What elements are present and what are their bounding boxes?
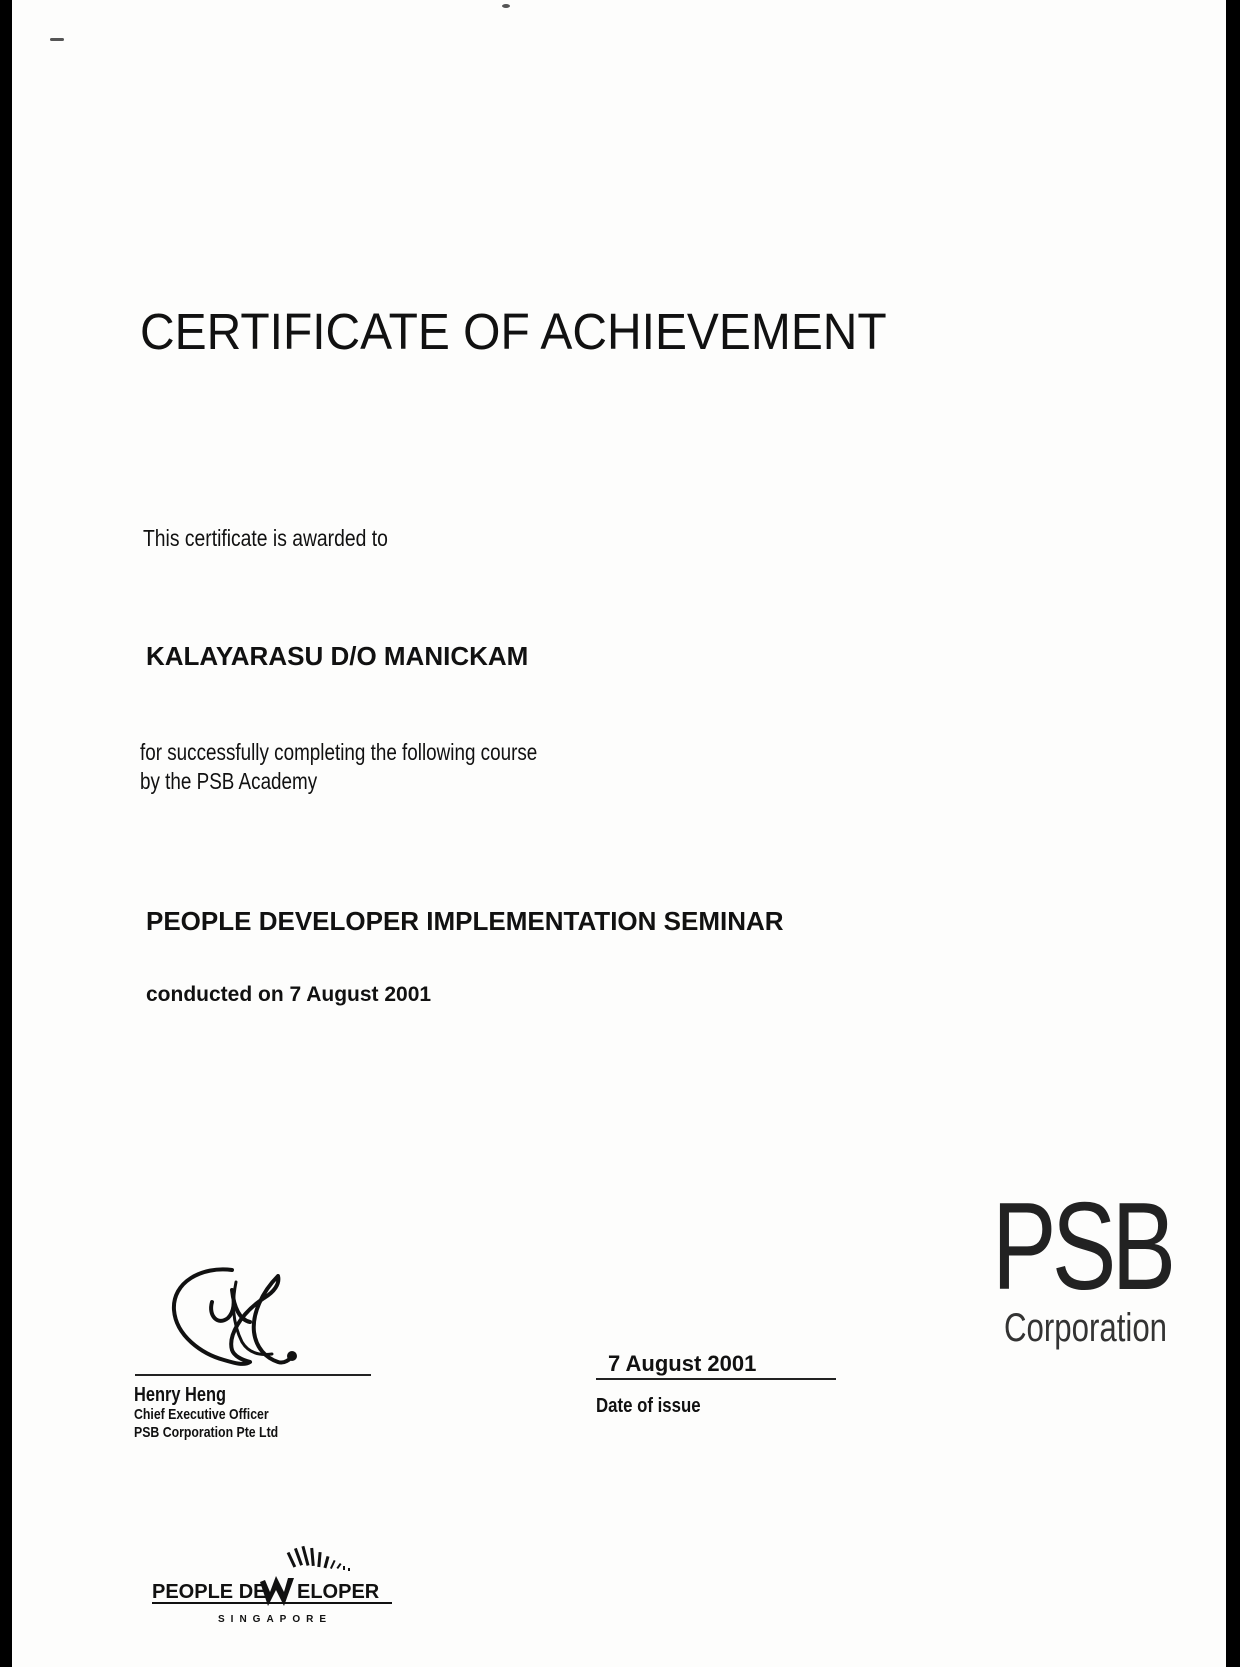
signatory-position: Chief Executive Officer (134, 1406, 269, 1423)
people-developer-country-text: SINGAPORE (218, 1614, 333, 1625)
awarded-text: This certificate is awarded to (143, 525, 388, 551)
signature-icon (162, 1262, 312, 1372)
recipient-name: KALAYARASU D/O MANICKAM (146, 641, 529, 671)
psb-logo-subtitle: Corporation (1004, 1306, 1168, 1350)
scan-speck (50, 38, 64, 41)
certificate-title: CERTIFICATE OF ACHIEVEMENT (140, 303, 887, 360)
people-developer-logo-icon (152, 1530, 452, 1640)
certificate-page (12, 0, 1226, 1667)
issue-date-label: Date of issue (596, 1395, 701, 1417)
signatory-name: Henry Heng (134, 1384, 227, 1406)
signature-line (135, 1374, 371, 1376)
course-intro (140, 738, 537, 796)
people-developer-left-text: PEOPLE DE (152, 1581, 267, 1603)
conducted-date: conducted on 7 August 2001 (146, 983, 432, 1006)
course-intro-line-2: by the PSB Academy (140, 768, 318, 794)
psb-logo (992, 1178, 1172, 1350)
scan-speck (502, 4, 510, 8)
course-name: PEOPLE DEVELOPER IMPLEMENTATION SEMINAR (146, 906, 784, 936)
signatory-organization: PSB Corporation Pte Ltd (134, 1424, 279, 1441)
signatory-block (134, 1385, 278, 1442)
issue-date: 7 August 2001 (596, 1350, 836, 1380)
people-developer-right-text: ELOPER (297, 1581, 380, 1603)
psb-logo-mark: PSB (992, 1178, 1172, 1316)
course-intro-line-1: for successfully completing the following course (140, 739, 538, 765)
